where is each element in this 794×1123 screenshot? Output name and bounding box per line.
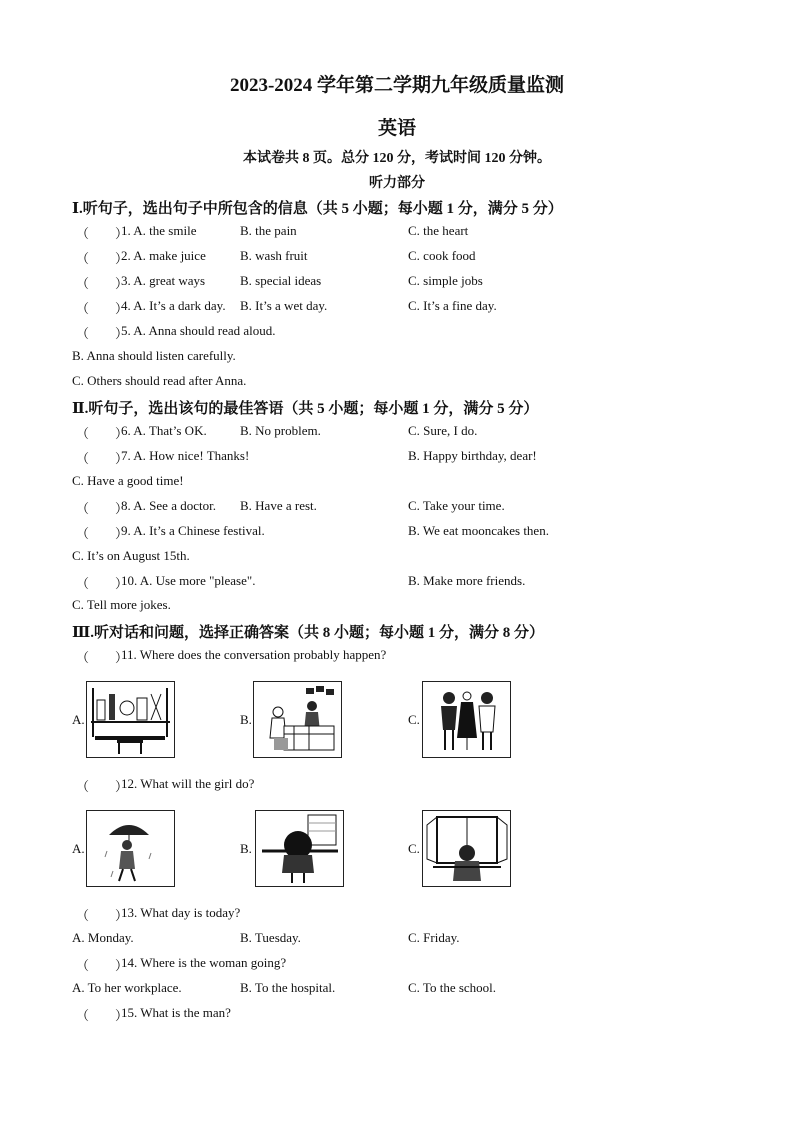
answer-paren: （ ） (76, 251, 129, 266)
q10-option-a: 10. A. Use more "please". (121, 573, 256, 588)
section-2-heading: Ⅱ.听句子，选出该句的最佳答语（共 5 小题；每小题 1 分，满分 5 分） (72, 401, 539, 417)
q12-label-b: B. (240, 841, 252, 856)
picture-art-studio (86, 681, 175, 758)
q4-option-c: C. It’s a fine day. (408, 298, 497, 313)
q13-option-c: C. Friday. (408, 930, 460, 945)
answer-paren: （ ） (76, 451, 129, 466)
picture-girl-umbrella (86, 810, 175, 887)
q8-option-c: C. Take your time. (408, 498, 505, 513)
q14-option-c: C. To the school. (408, 980, 497, 995)
subject-title: 英语 (377, 118, 416, 139)
exam-title: 2023-2024 学年第二学期九年级质量监测 (229, 75, 565, 96)
q2-option-a: 2. A. make juice (121, 248, 206, 263)
answer-paren: （ ） (76, 779, 129, 794)
section-1-heading: Ⅰ.听句子，选出句子中所包含的信息（共 5 小题；每小题 1 分，满分 5 分） (72, 201, 563, 217)
answer-paren: （ ） (76, 908, 129, 923)
q2-option-b: B. wash fruit (240, 248, 308, 263)
q7-option-c: C. Have a good time! (72, 473, 184, 488)
part-title: 听力部分 (369, 176, 425, 191)
q11-question: 11. Where does the conversation probably happen? (121, 647, 387, 662)
answer-paren: （ ） (76, 276, 129, 291)
answer-paren: （ ） (76, 326, 129, 341)
q12-label-a: A. (72, 841, 85, 856)
q6-option-c: C. Sure, I do. (408, 423, 478, 438)
answer-paren: （ ） (76, 1008, 129, 1023)
q4-option-a: 4. A. It’s a dark day. (121, 298, 226, 313)
q5-option-c: C. Others should read after Anna. (72, 373, 247, 388)
section-3-heading: Ⅲ.听对话和问题，选择正确答案（共 8 小题；每小题 1 分，满分 8 分） (72, 625, 545, 641)
q10-option-c: C. Tell more jokes. (72, 597, 171, 612)
q13-option-a: A. Monday. (72, 930, 134, 945)
q3-option-b: B. special ideas (240, 273, 322, 288)
exam-info: 本试卷共 8 页。总分 120 分，考试时间 120 分钟。 (243, 151, 551, 166)
q6-option-b: B. No problem. (240, 423, 321, 438)
q2-option-c: C. cook food (408, 248, 476, 263)
q8-option-b: B. Have a rest. (240, 498, 317, 513)
q13-option-b: B. Tuesday. (240, 930, 301, 945)
q10-option-b: B. Make more friends. (408, 573, 526, 588)
q1-option-a: 1. A. the smile (121, 223, 197, 238)
q8-option-a: 8. A. See a doctor. (121, 498, 216, 513)
q7-option-b: B. Happy birthday, dear! (408, 448, 537, 463)
answer-paren: （ ） (76, 958, 129, 973)
q12-label-c: C. (408, 841, 420, 856)
q4-option-b: B. It’s a wet day. (240, 298, 328, 313)
q7-option-a: 7. A. How nice! Thanks! (121, 448, 250, 463)
q14-option-a: A. To her workplace. (72, 980, 182, 995)
answer-paren: （ ） (76, 501, 129, 516)
picture-shop-counter (253, 681, 342, 758)
picture-girl-window (422, 810, 511, 887)
q9-option-a: 9. A. It’s a Chinese festival. (121, 523, 265, 538)
q11-label-b: B. (240, 712, 252, 727)
q14-option-b: B. To the hospital. (240, 980, 336, 995)
q14-question: 14. Where is the woman going? (121, 955, 287, 970)
q5-option-b: B. Anna should listen carefully. (72, 348, 236, 363)
q3-option-a: 3. A. great ways (121, 273, 206, 288)
answer-paren: （ ） (76, 526, 129, 541)
q5-option-a: 5. A. Anna should read aloud. (121, 323, 276, 338)
q1-option-b: B. the pain (240, 223, 297, 238)
q9-option-c: C. It’s on August 15th. (72, 548, 190, 563)
q15-question: 15. What is the man? (121, 1005, 231, 1020)
q9-option-b: B. We eat mooncakes then. (408, 523, 549, 538)
q12-question: 12. What will the girl do? (121, 776, 255, 791)
q6-option-a: 6. A. That’s OK. (121, 423, 207, 438)
q13-question: 13. What day is today? (121, 905, 241, 920)
picture-girl-sunny (255, 810, 344, 887)
answer-paren: （ ） (76, 650, 129, 665)
q1-option-c: C. the heart (408, 223, 469, 238)
q11-label-a: A. (72, 712, 85, 727)
answer-paren: （ ） (76, 226, 129, 241)
picture-clothes-shop (422, 681, 511, 758)
q11-label-c: C. (408, 712, 420, 727)
answer-paren: （ ） (76, 426, 129, 441)
q3-option-c: C. simple jobs (408, 273, 483, 288)
answer-paren: （ ） (76, 576, 129, 591)
answer-paren: （ ） (76, 301, 129, 316)
